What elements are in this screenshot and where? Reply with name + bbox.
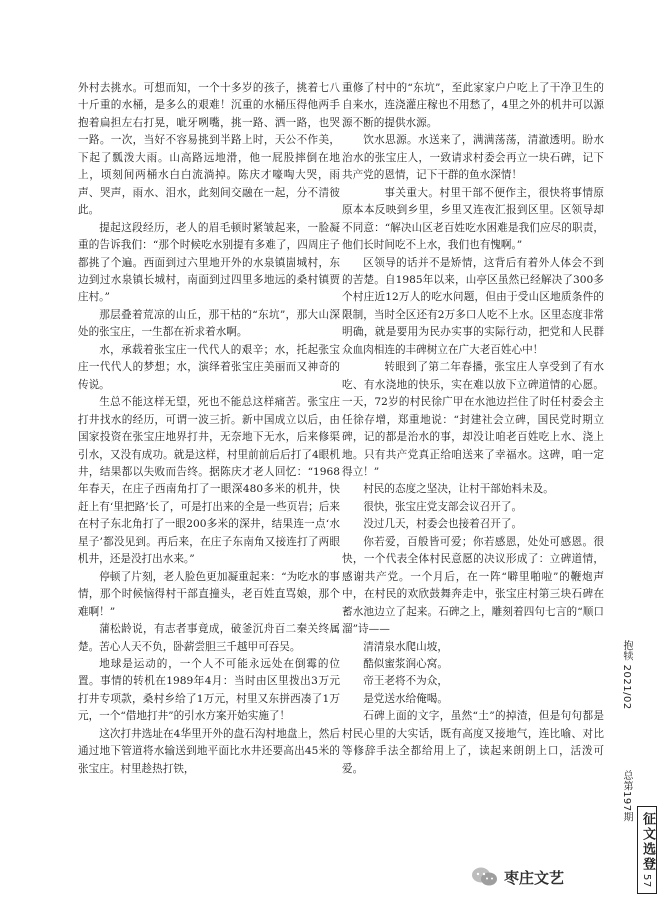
paragraph: 那层叠着荒凉的山丘，那干枯的“东坑”，那大山深处的张宝庄，一生都在祈求着水啊。 xyxy=(78,308,340,339)
paragraph: 石碑上面的文字，虽然“土”的掉渣，但是句句都是村民心里的大实话，既有高度又接地气，连比喻、对比等修辞手法全都给用上了，读起来朗朗上口，活泼可爱。 xyxy=(342,710,604,775)
paragraph: 饮水思源。水送来了，满满荡荡，清澈透明。盼水治水的张宝庄人，一致请求村委会再立一块石碑，记下共产党的恩情，记下干群的鱼水深情！ xyxy=(342,134,604,182)
wechat-icon xyxy=(470,866,500,888)
paragraph: 地球是运动的，一个人不可能永远处在倒霉的位置。事情的转机在1989年4月：当时由区里拨出3万元打井专项款，桑村乡给了1万元，村里又东拼西凑了1万元，一个“借地打井”的引水方案开始实施了！ xyxy=(78,657,340,723)
page-sidebar xyxy=(617,570,663,900)
article-column-left xyxy=(78,80,340,778)
paragraph: 区领导的话并不是矫情，这背后有着外人体会不到的苦楚。自1985年以来，山亭区虽然已经解决了300多个村庄近12万人的吃水问题，但由于受山区地质条件的限制，当时全区还有2万多口人吃不上水。区里态度非常明确，就是要用为民办实事的实际行动，把党和人民群众血肉相连的丰碑树立在广大老百姓心中！ xyxy=(342,256,604,356)
paragraph: 水，承载着张宝庄一代代人的艰辛；水，托起张宝庄一代代人的梦想；水，演绎着张宝庄美丽而又神奇的传说。 xyxy=(78,343,340,391)
paragraph: 你若爱，百般皆可爱；你若感恩，处处可感恩。很快，一个代表全体村民意愿的决议形成了：立碑道情，感谢共产党。一个月后，在一阵“噼里啪啦”的鞭炮声中，在村民的欢欣鼓舞奔走中，张宝庄村第三块石碑在蓄水池边立了起来。石碑之上，雕刻着四句七言的“顺口溜”诗—— xyxy=(342,535,604,636)
poem-line: 是党送水给俺喝。 xyxy=(363,692,448,705)
paragraph: 事关重大。村里干部不便作主，很快将事情原原本本反映到乡里，乡里又连夜汇报到区里。区领导却不同意：“解决山区老百姓吃水困难是我们应尽的职责，他们长时间吃不上水，我们也有愧啊。” xyxy=(342,186,604,252)
paragraph: 转眼到了第二年春播，张宝庄人享受到了有水吃、有水浇地的快乐，实在难以放下立碑道情的心愿。一天，72岁的村民徐广甲在水池边拦住了时任村委会主任徐存增，郑重地说：“封建社会立碑，国民党时期立碑，记的都是治水的事，却没让咱老百姓吃上水、浇上地。只有共产党真正给咱送来了幸福水。这碑，咱一定得立！” xyxy=(342,361,604,478)
watermark-text: 枣庄文艺 xyxy=(504,868,565,887)
page-number: 57 xyxy=(641,874,652,888)
issue-total: 总第197期 xyxy=(621,770,632,823)
paragraph: 停顿了片刻，老人脸色更加凝重起来：“为吃水的事情，那个时候恼得村干部直撞头，老百姓直骂娘，那个难啊！” xyxy=(78,570,340,618)
poem-line: 帝王老将不为众， xyxy=(363,675,448,688)
poem-line: 清清泉水爬山坡， xyxy=(363,640,448,653)
magazine-issue: 抱犊 2021/02 xyxy=(621,640,632,710)
paragraph: 重修了村中的“东坑”，至此家家户户吃上了干净卫生的自来水，连浇灌庄稼也不用愁了，4里之外的机井可以源源不断的提供水源。 xyxy=(342,82,604,129)
paragraph: 外村去挑水。可想而知，一个十多岁的孩子，挑着七八十斤重的水桶，是多么的艰难！沉重的水桶压得他两手抱着扁担左右打晃，呲牙咧嘴，挑一路、洒一路，也哭一路。一次，当好不容易挑到半路上时，天公不作美，下起了瓢泼大雨。山高路远地滑，他一屁股摔倒在地上，顷刻间两桶水白白流淌掉。陈庆才嚎啕大哭，雨声、哭声，雨水、泪水，此刻间交融在一起，分不清彼此。 xyxy=(78,82,340,217)
paragraph: 没过几天，村委会也接着召开了。 xyxy=(363,518,523,531)
watermark xyxy=(470,864,564,890)
article-column-right xyxy=(342,80,604,778)
paragraph: 生总不能这样无望，死也不能总这样痛苦。张宝庄打井找水的经历，可谓一波三折。新中国成立以后，由国家投资在张宝庄地界打井，无奈地下无水，后来修渠引水，又没有成功。就是这样，村里前前后后打了4眼机井，结果都以失败而告终。据陈庆才老人回忆：“1968年春天，在庄子西南角打了一眼深480多米的机井，快赶上有‘里把路’长了，可是打出来的全是一些页岩；后来在村子东北角打了一眼200多米的深井，结果连一点‘水星子’都没见到。再后来，在庄子东南角又接连打了两眼机井，还是没打出水来。” xyxy=(78,396,340,566)
paragraph: 提起这段经历，老人的眉毛顿时紧皱起来，一脸凝重的告诉我们：“那个时候吃水别提有多难了，四周庄子都挑了个遍。西面到过六里地开外的水泉镇崮城村，东边到过水泉镇长城村，南面到过四里多地远的桑村镇贾庄村。” xyxy=(78,221,340,304)
paragraph: 很快，张宝庄党支部会议召开了。 xyxy=(363,500,523,513)
paragraph: 蒲松龄说，有志者事竟成，破釜沉舟百二秦关终属楚。苦心人天不负，卧薪尝胆三千越甲可吞吴。 xyxy=(78,623,340,653)
poem-line: 酷似蜜浆润心窝。 xyxy=(363,657,448,670)
section-name: 征文选登 xyxy=(640,812,655,872)
paragraph: 这次打井选址在4华里开外的盘石沟村地盘上，然后通过地下管道将水输送到地平面比水井还要高出45米的张宝庄。村里趁热打铁， xyxy=(78,727,340,775)
paragraph: 村民的态度之坚决，让村干部始料未及。 xyxy=(363,483,554,496)
